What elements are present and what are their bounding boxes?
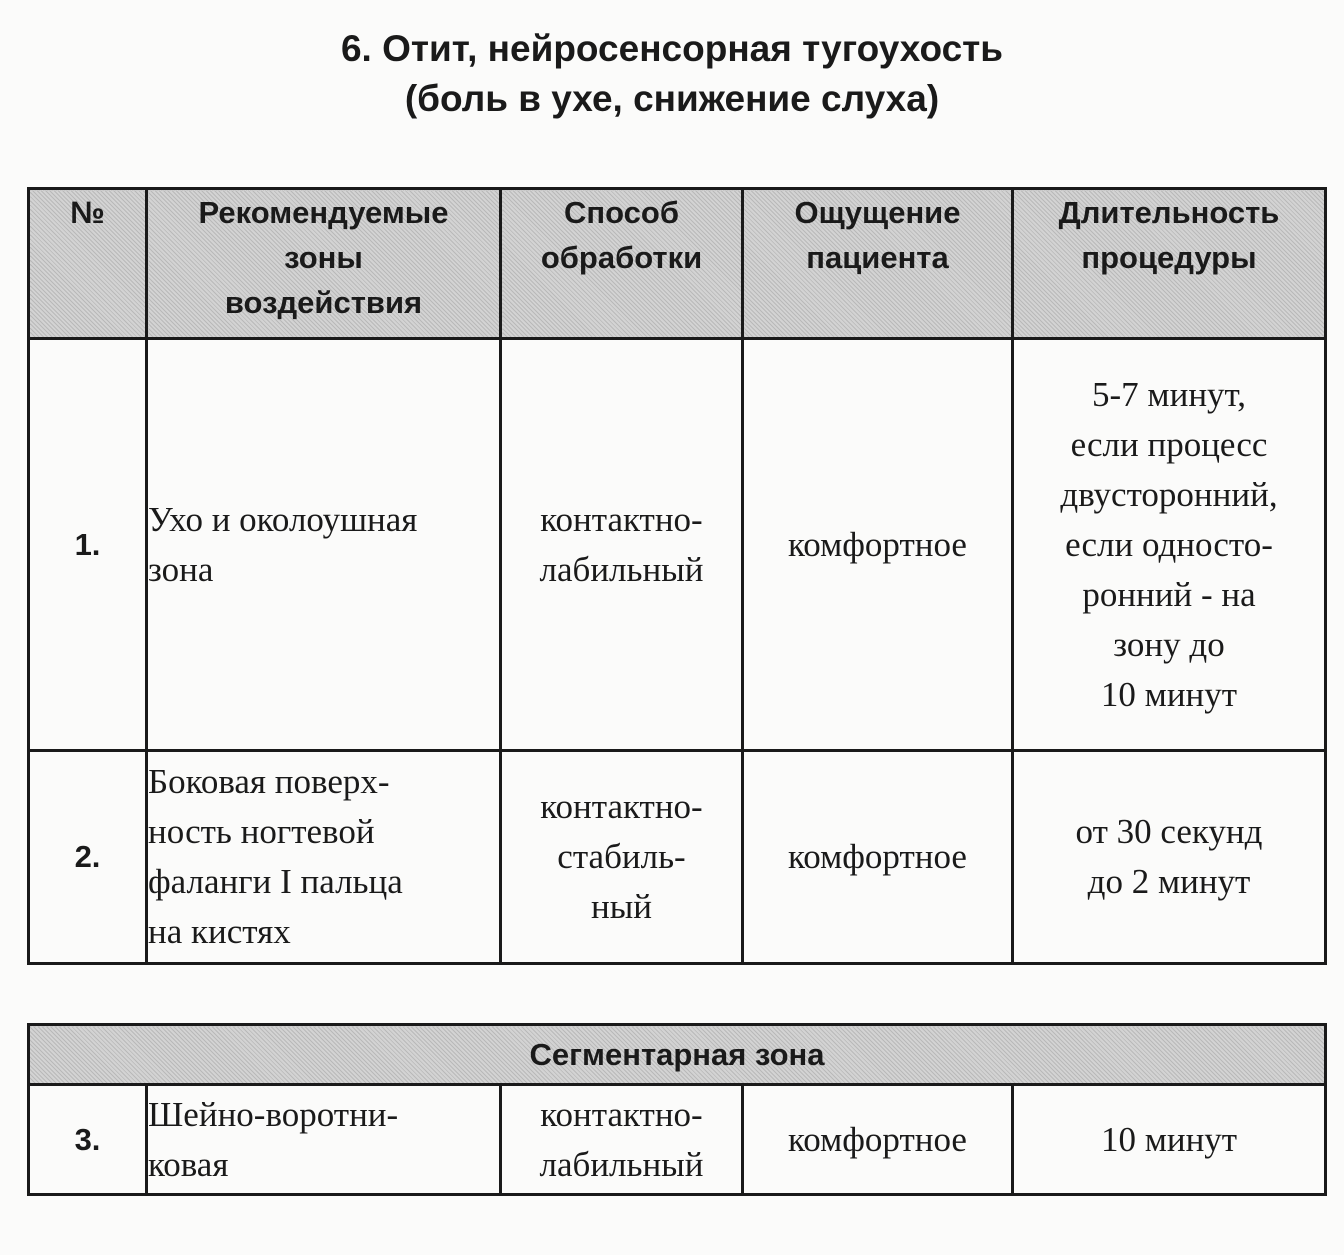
row-zone: Ухо и околоушная зона: [147, 339, 501, 751]
row-number: 1.: [29, 339, 147, 751]
table-row: [29, 751, 1326, 964]
row-zone: Боковая поверх- ность ногтевой фаланги I пальца на кистях: [147, 751, 501, 964]
row-zone: Шейно-воротни- ковая: [147, 1085, 501, 1195]
row-feeling: комфортное: [743, 1085, 1013, 1195]
row-duration: 10 минут: [1013, 1085, 1326, 1195]
segment-zone-label: Сегментарная зона: [29, 1025, 1326, 1085]
page-title: [0, 24, 1344, 124]
segment-table: [27, 1023, 1327, 1196]
row-method: контактно- лабильный: [501, 339, 743, 751]
row-feeling: комфортное: [743, 339, 1013, 751]
row-number: 3.: [29, 1085, 147, 1195]
segment-header-row: [29, 1025, 1326, 1085]
row-method: контактно- лабильный: [501, 1085, 743, 1195]
header-zones: Рекомендуемые зоны воздействия: [147, 189, 501, 339]
header-feeling: Ощущение пациента: [743, 189, 1013, 339]
row-feeling: комфортное: [743, 751, 1013, 964]
header-number: №: [29, 189, 147, 339]
procedure-table: [27, 187, 1327, 965]
table-row: [29, 339, 1326, 751]
header-row: [29, 189, 1326, 339]
header-method: Способ обработки: [501, 189, 743, 339]
row-duration: от 30 секунд до 2 минут: [1013, 751, 1326, 964]
table-row: [29, 1085, 1326, 1195]
title-line-2: (боль в ухе, снижение слуха): [404, 78, 940, 119]
row-duration: 5-7 минут, если процесс двусторонний, если односто- ронний - на зону до 10 минут: [1013, 339, 1326, 751]
row-method: контактно- стабиль- ный: [501, 751, 743, 964]
row-number: 2.: [29, 751, 147, 964]
header-duration: Длительность процедуры: [1013, 189, 1326, 339]
title-line-1: 6. Отит, нейросенсорная тугоухость: [340, 28, 1004, 69]
